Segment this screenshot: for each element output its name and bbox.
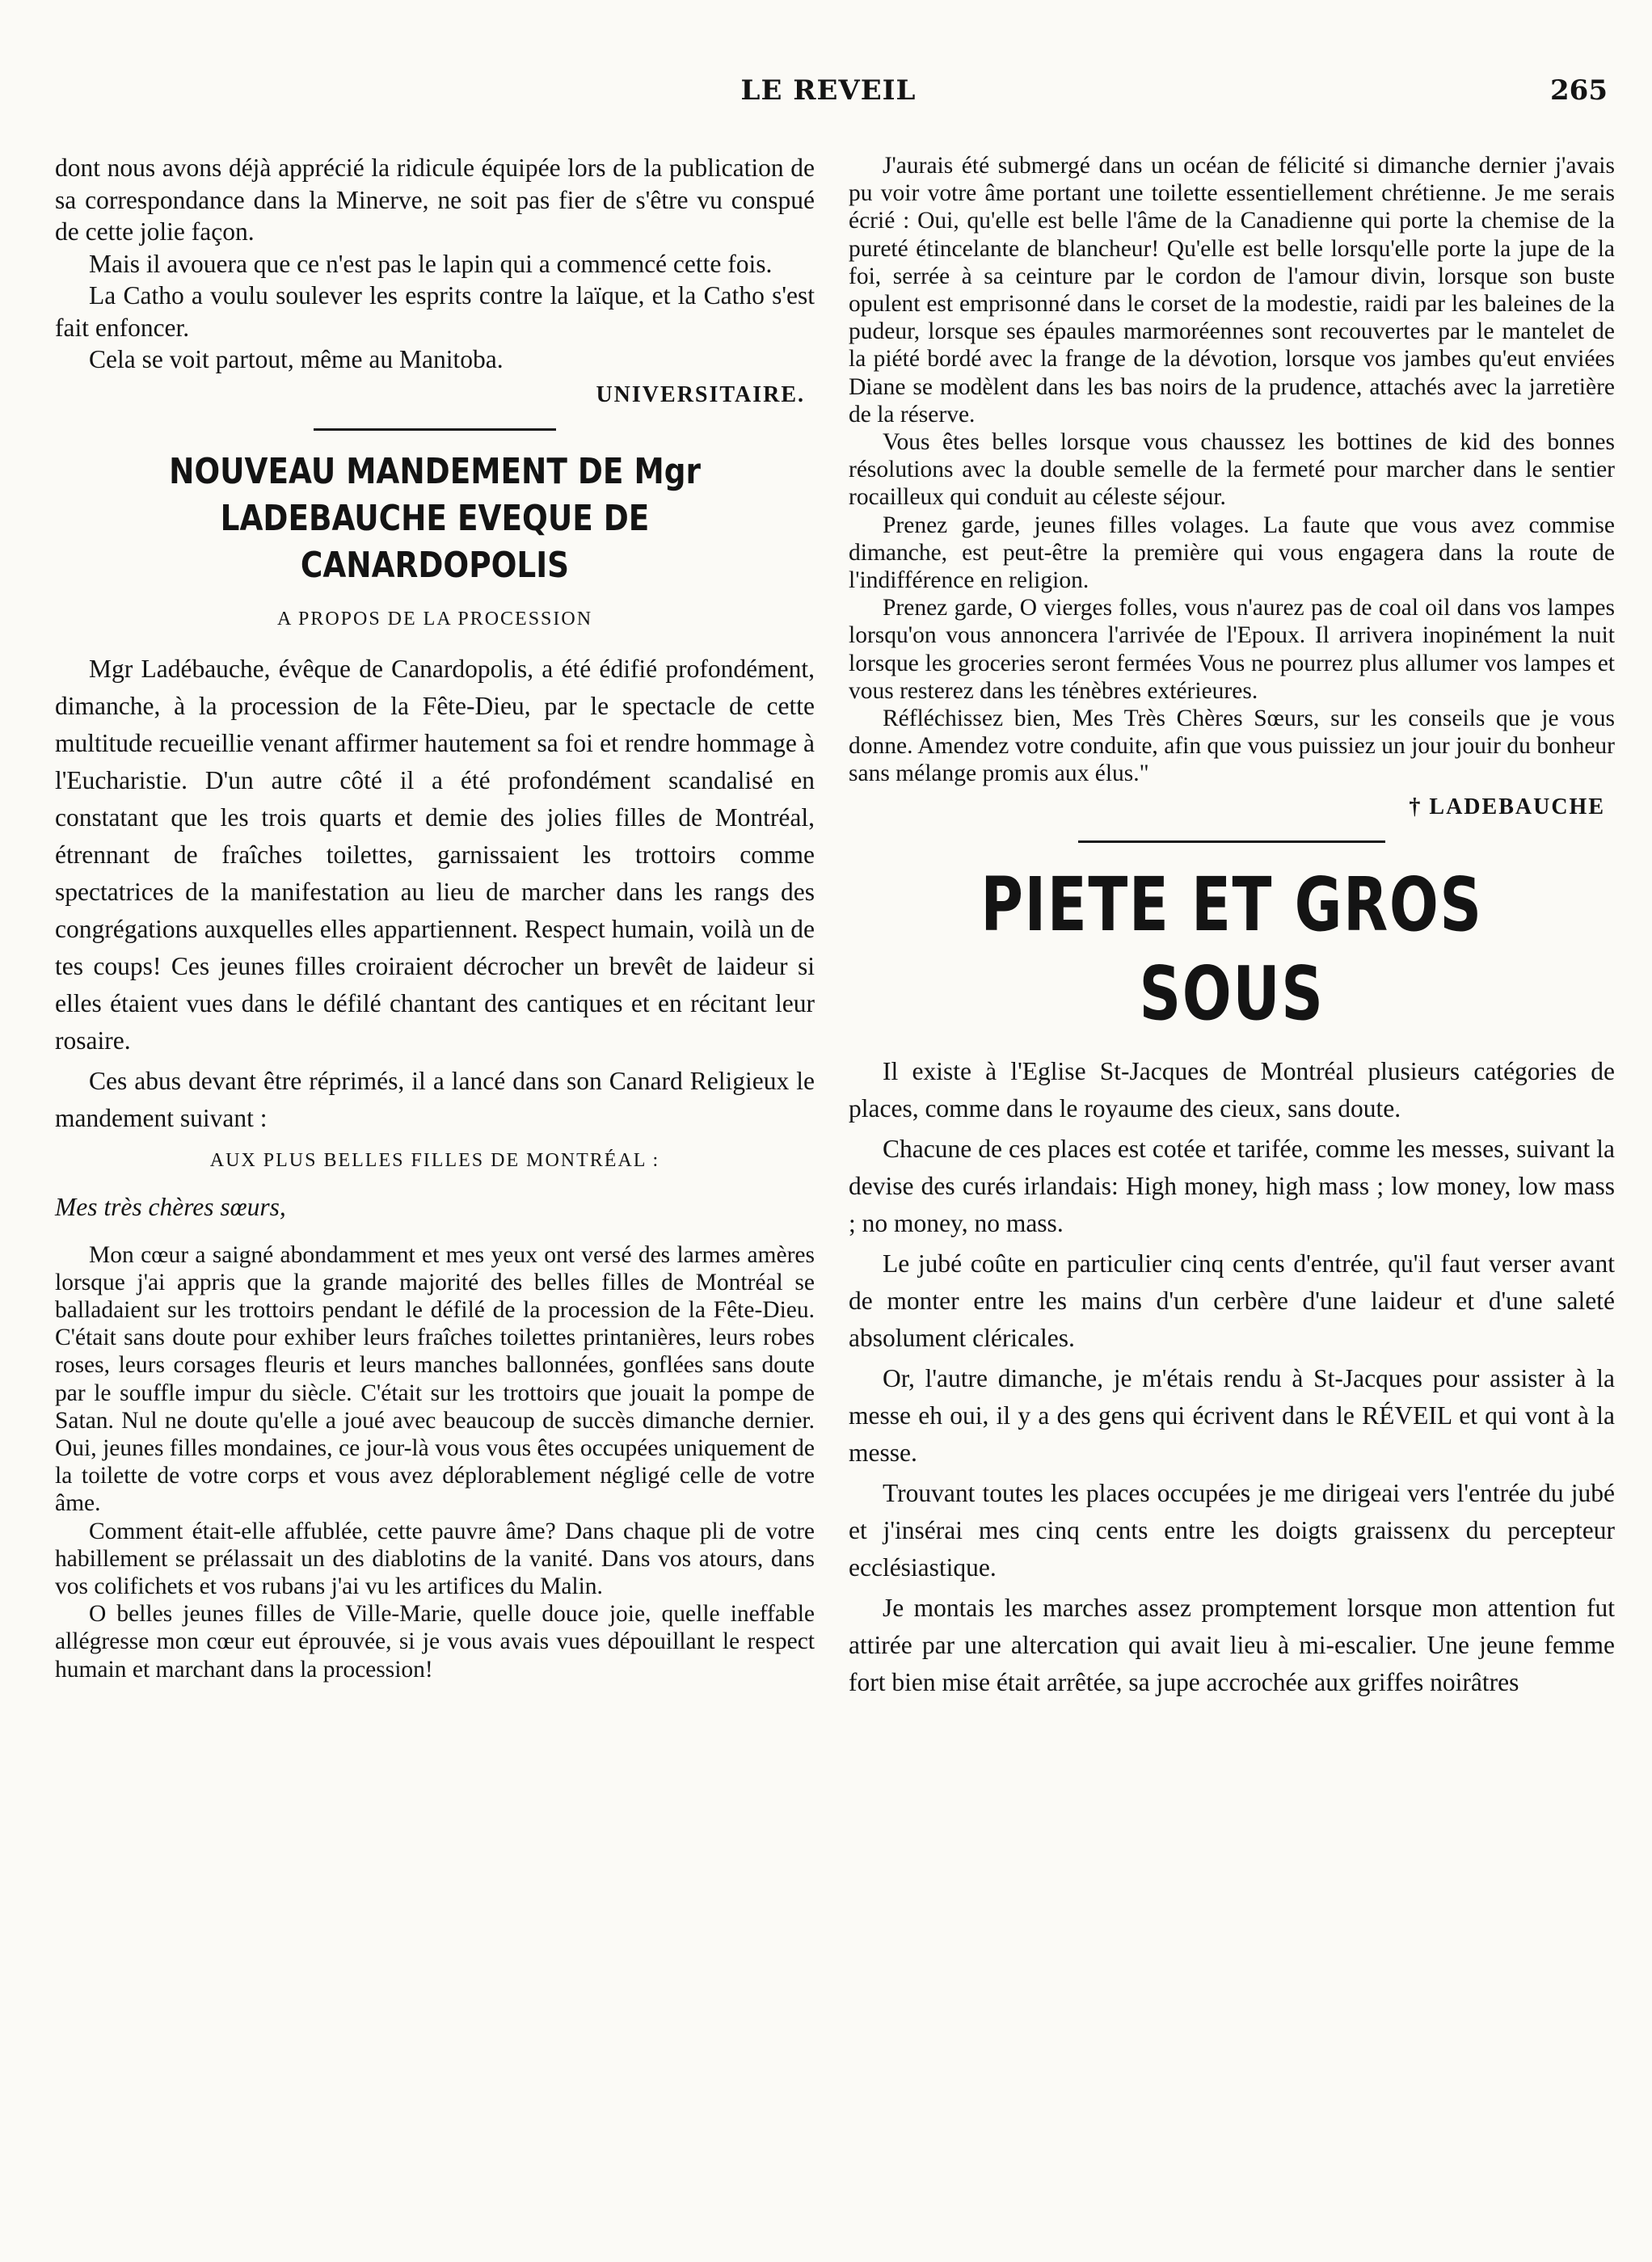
article-subtitle: A PROPOS DE LA PROCESSION <box>276 609 593 630</box>
letter-paragraph: O belles jeunes filles de Ville-Marie, quelle douce joie, quelle ineffable allégresse mon cœur eut éprouvée, si je vous avais vues dépouillant le respect humain et marchant dans la procession! <box>55 1601 815 1683</box>
article-paragraph: Chacune de ces places est cotée et tarifée, comme les messes, suivant la devise des curés irlandais: High money, high mass ; low money, low mass ; no money, no mass. <box>849 1135 1615 1238</box>
running-header <box>0 74 1652 115</box>
letter-salutation: Mes très chères sœurs, <box>55 1193 286 1221</box>
letter-paragraph: Comment était-elle affublée, cette pauvre âme? Dans chaque pli de votre habillement se prélassait un des diablotins de la vanité. Dans vos atours, dans vos colifichets et vos rubans j'ai vu les artifices du Malin. <box>55 1518 815 1599</box>
letter-signature: † LADEBAUCHE <box>1409 794 1605 819</box>
article-paragraph: Je montais les marches assez promptement lorsque mon attention fut attirée par une altercation qui avait lieu à mi-escalier. Une jeune femme fort bien mise était arrêtée, sa jupe accrochée aux griffes noirâtres <box>849 1594 1615 1697</box>
intro-paragraph: dont nous avons déjà apprécié la ridicule équipée lors de la publication de sa correspondance dans la Minerve, ne soit pas fier de s'être vu conspué de cette jolie façon. <box>55 154 815 246</box>
article-paragraph: Or, l'autre dimanche, je m'étais rendu à St-Jacques pour assister à la messe eh oui, il y a des gens qui écrivent dans le RÉVEIL et qui vont à la messe. <box>849 1364 1615 1468</box>
letter-paragraph: Vous êtes belles lorsque vous chaussez les bottines de kid des bonnes résolutions avec la double semelle de la fermeté pour marcher dans le sentier rocailleux qui conduit au céleste séjour. <box>849 429 1615 511</box>
page-number: 265 <box>1550 74 1608 107</box>
letter-paragraph: Prenez garde, jeunes filles volages. La faute que vous avez commise dimanche, est peut-être la première qui vous engagera dans la route de l'indifférence en religion. <box>849 512 1615 594</box>
article-title-mandement: NOUVEAU MANDEMENT DE Mgr LADEBAUCHE EVEQUE DE CANARDOPOLIS <box>169 451 701 586</box>
letter-paragraph: Mon cœur a saigné abondamment et mes yeux ont versé des larmes amères lorsque j'ai appris que la grande majorité des belles filles de Montréal se balladaient sur les trottoirs pendant le défilé de la procession de la Fête-Dieu. C'était sans doute pour exhiber leurs fraîches toilettes printanières, leurs robes roses, leurs corsages fleuris et leurs manches ballonnées, gonflées sans doute par le souffle impur du siècle. C'était sur les trottoirs que jouait la pompe de Satan. Nul ne doute qu'elle a joué avec beaucoup de succès dimanche dernier. Oui, jeunes filles mondaines, ce jour-là vous vous êtes occupées uniquement de la toilette de votre corps et vous avez déplorablement négligé celle de votre âme. <box>55 1241 815 1517</box>
section-divider <box>1078 840 1385 843</box>
intro-signature: UNIVERSITAIRE. <box>596 381 805 407</box>
article-paragraph: Mgr Ladébauche, évêque de Canardopolis, a été édifié profondément, dimanche, à la procession de la Fête-Dieu, par le spectacle de cette multitude recueillie venant affirmer hautement sa foi et rendre hommage à l'Eucharistie. D'un autre côté il a été profondément scandalisé en constatant que les trois quarts et demie des jolies filles de Montréal, étrennant de fraîches toilettes, garnissaient les trottoirs comme spectatrices de la manifestation au lieu de marcher dans les rangs des congrégations auxquelles elles appartiennent. Respect humain, voilà un de tes coups! Ces jeunes filles croiraient décrocher un brevêt de laideur si elles étaient vues dans le défilé chantant des cantiques et en récitant leur rosaire. <box>55 654 815 1055</box>
left-column <box>55 152 815 2237</box>
letter-address: AUX PLUS BELLES FILLES DE MONTRÉAL : <box>209 1149 660 1171</box>
article-paragraph: Ces abus devant être réprimés, il a lancé dans son Canard Religieux le mandement suivant : <box>55 1066 815 1132</box>
running-title: LE REVEIL <box>740 74 917 107</box>
letter-paragraph: Réfléchissez bien, Mes Très Chères Sœurs, sur les conseils que je vous donne. Amendez votre conduite, afin que vous puissiez un jour jouir du bonheur sans mélange promis aux élus." <box>849 706 1615 787</box>
intro-paragraph: La Catho a voulu soulever les esprits contre la laïque, et la Catho s'est fait enfoncer. <box>55 281 815 342</box>
letter-paragraph: J'aurais été submergé dans un océan de félicité si dimanche dernier j'avais pu voir votre âme portant une toilette essentiellement chrétienne. Je me serais écrié : Oui, qu'elle est belle l'âme de la Canadienne qui porte la chemise de la pureté étincelante de blancheur! Qu'elle est belle lorsqu'elle porte la jupe de la foi, serrée à sa ceinture par le cordon de l'amour divin, lorsque son buste opulent est emprisonné dans le corset de la modestie, raidi par les baleines de la pudeur, lorsque ses épaules marmoréennes sont recouvertes par le mantelet de la piété bordé avec la frange de la dévotion, lorsque vos jambes qu'eut enviées Diane se modèlent dans les bas noirs de la prudence, attachés avec la jarretière de la réserve. <box>849 153 1615 428</box>
intro-paragraph: Mais il avouera que ce n'est pas le lapin qui a commencé cette fois. <box>89 249 773 278</box>
intro-paragraph: Cela se voit partout, même au Manitoba. <box>89 345 504 373</box>
right-column <box>849 152 1615 2237</box>
letter-paragraph: Prenez garde, O vierges folles, vous n'aurez pas de coal oil dans vos lampes lorsqu'on vous annoncera l'arrivée de l'Epoux. Il arrivera inopinément la nuit lorsque les groceries seront fermées Vous ne pourrez plus allumer vos lampes et vous resterez dans les ténèbres extérieures. <box>849 595 1615 704</box>
article-paragraph: Il existe à l'Eglise St-Jacques de Montréal plusieurs catégories de places, comme dans le royaume des cieux, sans doute. <box>849 1057 1615 1123</box>
section-divider <box>314 428 556 431</box>
article-paragraph: Le jubé coûte en particulier cinq cents d'entrée, qu'il faut verser avant de monter entre les mains d'un cerbère d'une laideur et d'une saleté absolument cléricales. <box>849 1249 1615 1353</box>
article-title-piete: PIETE ET GROS SOUS <box>980 861 1483 1038</box>
article-paragraph: Trouvant toutes les places occupées je me dirigeai vers l'entrée du jubé et j'insérai mes cinq cents entre les doigts graissenx du percepteur ecclésiastique. <box>849 1479 1615 1582</box>
